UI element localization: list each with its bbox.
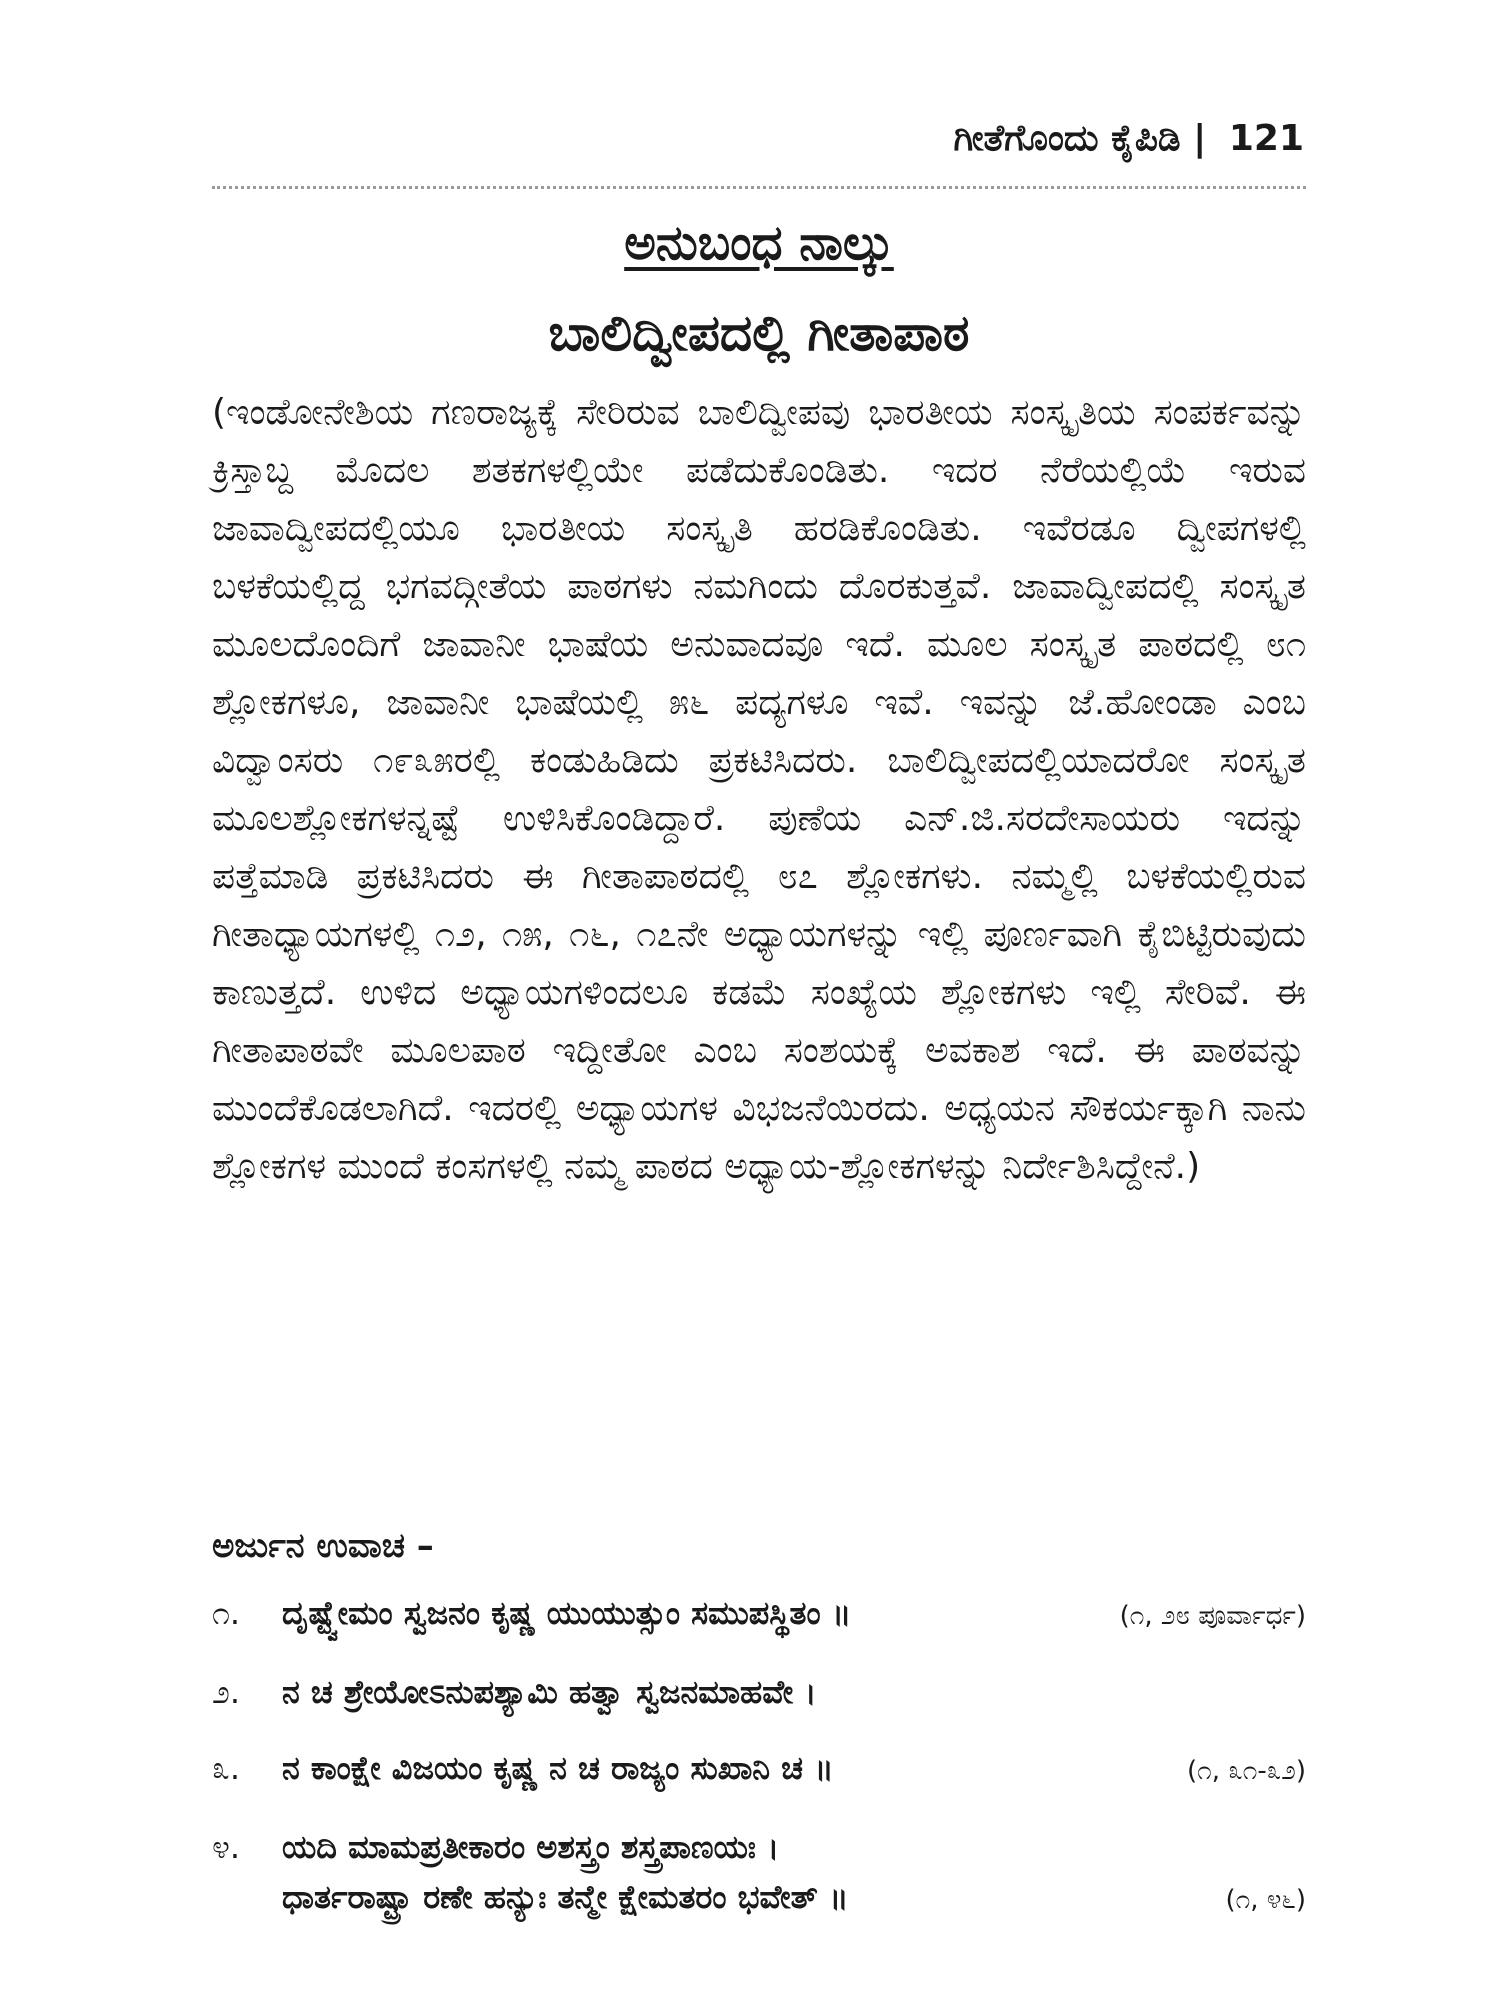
verse-text: ಯದಿ ಮಾಮಪ್ರತೀಕಾರಂ ಅಶಸ್ತ್ರಂ ಶಸ್ತ್ರಪಾಣಯಃ । — [282, 1828, 780, 1866]
verse-reference: (೧, ೨೮ ಪೂರ್ವಾರ್ಧ) — [1119, 1601, 1306, 1631]
book-title: ಗೀತೆಗೊಂದು ಕೈಪಿಡಿ — [953, 118, 1181, 159]
verse-reference: (೧, ೩೧-೩೨) — [1187, 1756, 1306, 1786]
verse-2 — [212, 1667, 1306, 1717]
verse-4 — [212, 1822, 1306, 1925]
verse-text: ಧಾರ್ತರಾಷ್ಟ್ರಾ ರಣೇ ಹನ್ಯುಃ ತನ್ಮೇ ಕ್ಷೇಮತರಂ ಭವೇತ್ ॥ — [282, 1878, 849, 1916]
header-rule — [212, 186, 1306, 189]
chapter-title: ಬಾಲಿದ್ವೀಪದಲ್ಲಿ ಗೀತಾಪಾಠ — [548, 304, 970, 362]
header-separator: | — [1193, 118, 1207, 159]
verse-number: ೪. — [212, 1828, 241, 1866]
verse-text: ನ ಕಾಂಕ್ಷೇ ವಿಜಯಂ ಕೃಷ್ಣ ನ ಚ ರಾಜ್ಯಂ ಸುಖಾನಿ ಚ ॥ — [282, 1749, 834, 1787]
page-number: 121 — [1228, 118, 1304, 159]
speaker-heading: ಅರ್ಜುನ ಉವಾಚ – — [212, 1526, 434, 1566]
appendix-title — [212, 210, 1306, 276]
verse-text: ದೃಷ್ಟ್ವೇಮಂ ಸ್ವಜನಂ ಕೃಷ್ಣ ಯುಯುತ್ಸುಂ ಸಮುಪಸ್ಥಿತಂ ॥ — [282, 1594, 852, 1632]
verse-reference: (೧, ೪೬) — [1225, 1885, 1306, 1915]
verse-3 — [212, 1743, 1306, 1796]
verse-number: ೧. — [212, 1594, 241, 1632]
verse-text: ನ ಚ ಶ್ರೇಯೋಽನುಪಶ್ಯಾಮಿ ಹತ್ವಾ ಸ್ವಜನಮಾಹವೇ । — [282, 1673, 817, 1711]
appendix-title-text: ಅನುಬಂಧ ನಾಲ್ಕು — [624, 215, 894, 271]
verse-1 — [212, 1588, 1306, 1641]
intro-paragraph: (ಇಂಡೋನೇಶಿಯ ಗಣರಾಜ್ಯಕ್ಕೆ ಸೇರಿರುವ ಬಾಲಿದ್ವೀಪವು ಭಾರತೀಯ ಸಂಸ್ಕೃತಿಯ ಸಂಪರ್ಕವನ್ನು ಕ್ರಿಸ್ತಾಬ್ದ ಮೊದಲ ಶತಕಗಳಲ್ಲಿಯೇ ಪಡೆದುಕೊಂಡಿತು. ಇದರ ನೆರೆಯಲ್ಲಿಯೆ ಇರುವ ಜಾವಾದ್ವೀಪದಲ್ಲಿಯೂ ಭಾರತೀಯ ಸಂಸ್ಕೃತಿ ಹರಡಿಕೊಂಡಿತು. ಇವೆರಡೂ ದ್ವೀಪಗಳಲ್ಲಿ ಬಳಕೆಯಲ್ಲಿದ್ದ ಭಗವದ್ಗೀತೆಯ ಪಾಠಗಳು ನಮಗಿಂದು ದೊರಕುತ್ತವೆ. ಜಾವಾದ್ವೀಪದಲ್ಲಿ ಸಂಸ್ಕೃತ ಮೂಲದೊಂದಿಗೆ ಜಾವಾನೀ ಭಾಷೆಯ ಅನುವಾದವೂ ಇದೆ. ಮೂಲ ಸಂಸ್ಕೃತ ಪಾಠದಲ್ಲಿ ೮೧ ಶ್ಲೋಕಗಳೂ, ಜಾವಾನೀ ಭಾಷೆಯಲ್ಲಿ ೫೬ ಪದ್ಯಗಳೂ ಇವೆ. ಇವನ್ನು ಜೆ.ಹೋಂಡಾ ಎಂಬ ವಿದ್ವಾಂಸರು ೧೯೩೫ರಲ್ಲಿ ಕಂಡುಹಿಡಿದು ಪ್ರಕಟಿಸಿದರು. ಬಾಲಿದ್ವೀಪದಲ್ಲಿಯಾದರೋ ಸಂಸ್ಕೃತ ಮೂಲಶ್ಲೋಕಗಳನ್ನಷ್ಟೆ ಉಳಿಸಿಕೊಂಡಿದ್ದಾರೆ. ಪುಣೆಯ ಎನ್.ಜಿ.ಸರದೇಸಾಯರು ಇದನ್ನು ಪತ್ತೆಮಾಡಿ ಪ್ರಕಟಿಸಿದರು ಈ ಗೀತಾಪಾಠದಲ್ಲಿ ೮೭ ಶ್ಲೋಕಗಳು. ನಮ್ಮಲ್ಲಿ ಬಳಕೆಯಲ್ಲಿರುವ ಗೀತಾಧ್ಯಾಯಗಳಲ್ಲಿ ೧೨, ೧೫, ೧೬, ೧೭ನೇ ಅಧ್ಯಾಯಗಳನ್ನು ಇಲ್ಲಿ ಪೂರ್ಣವಾಗಿ ಕೈಬಿಟ್ಟಿರುವುದು ಕಾಣುತ್ತದೆ. ಉಳಿದ ಅಧ್ಯಾಯಗಳಿಂದಲೂ ಕಡಮೆ ಸಂಖ್ಯೆಯ ಶ್ಲೋಕಗಳು ಇಲ್ಲಿ ಸೇರಿವೆ. ಈ ಗೀತಾಪಾಠವೇ ಮೂಲಪಾಠ ಇದ್ದೀತೋ ಎಂಬ ಸಂಶಯಕ್ಕೆ ಅವಕಾಶ ಇದೆ. ಈ ಪಾಠವನ್ನು ಮುಂದೆಕೊಡಲಾಗಿದೆ. ಇದರಲ್ಲಿ ಅಧ್ಯಾಯಗಳ ವಿಭಜನೆಯಿರದು. ಅಧ್ಯಯನ ಸೌಕರ್ಯಕ್ಕಾಗಿ ನಾನು ಶ್ಲೋಕಗಳ ಮುಂದೆ ಕಂಸಗಳಲ್ಲಿ ನಮ್ಮ ಪಾಠದ ಅಧ್ಯಾಯ-ಶ್ಲೋಕಗಳನ್ನು ನಿರ್ದೇಶಿಸಿದ್ದೇನೆ.) — [212, 392, 1306, 1187]
verse-list — [212, 1588, 1306, 1951]
verse-number: ೩. — [212, 1749, 241, 1787]
verse-number: ೨. — [212, 1673, 241, 1711]
running-header — [954, 118, 1305, 160]
